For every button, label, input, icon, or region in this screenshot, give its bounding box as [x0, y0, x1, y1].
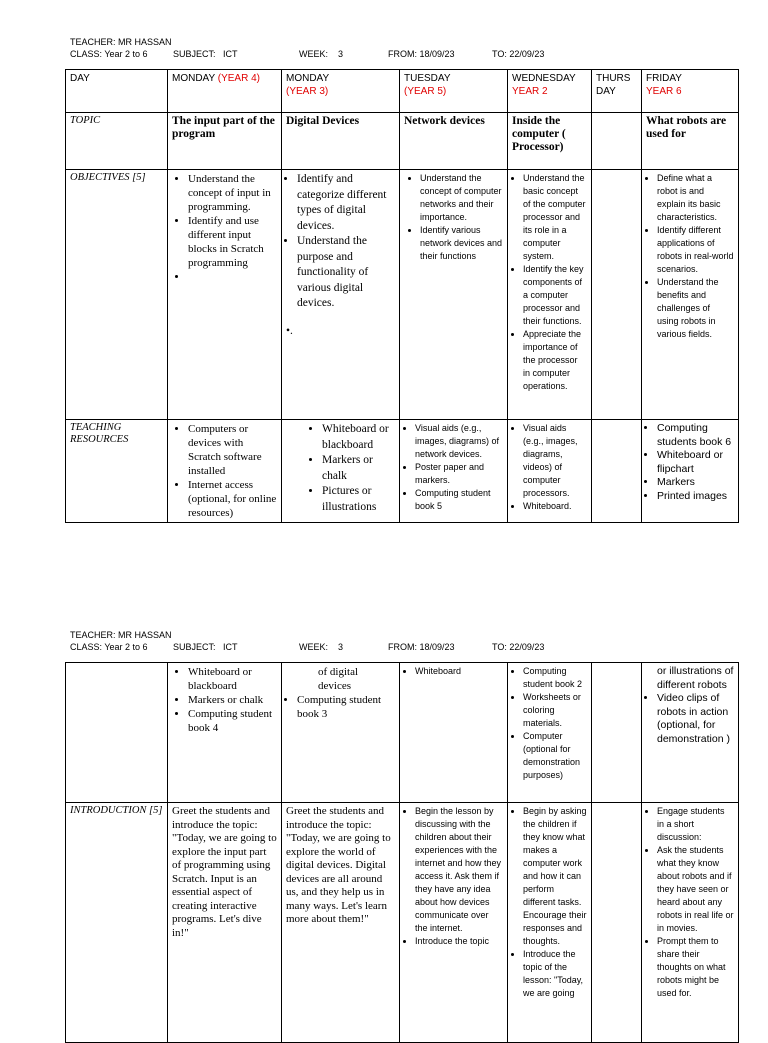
- list-item: • Whiteboard or flipchart: [657, 449, 734, 476]
- day-monday-y3: MONDAY (YEAR 3): [282, 70, 400, 113]
- list-item: • Understand the concept of computer networks and their importance.: [420, 172, 503, 224]
- subject-value: ICT: [223, 49, 238, 59]
- list-item: or illustrations of different robots: [657, 665, 734, 691]
- list-item: • Understand the basic concept of the computer processor and its role in a computer system.: [523, 172, 587, 263]
- resources-cont-fri: [642, 663, 739, 803]
- subject-value: ICT: [223, 642, 238, 652]
- day-header: DAY: [66, 70, 168, 113]
- class-label: CLASS: Year 2 to 6: [70, 49, 148, 59]
- introduction-tue: [400, 803, 508, 1043]
- list-item: • Engage students in a short discussion:: [657, 805, 734, 844]
- list-item: • Whiteboard or blackboard: [322, 422, 395, 453]
- list-item: • Appreciate the importance of the processor in computer operations.: [523, 328, 587, 393]
- from-date: FROM: 18/09/23: [388, 49, 455, 59]
- list-item: • Computers or devices with Scratch software installed: [188, 422, 277, 478]
- teacher-name: TEACHER: MR HASSAN: [70, 37, 172, 47]
- week-value: 3: [338, 642, 344, 652]
- introduction-row: [66, 803, 739, 1043]
- resources-tue: [400, 420, 508, 523]
- list-item: • Visual aids (e.g., images, diagrams, videos) of computer processors.: [523, 422, 587, 500]
- list-item: • Identify various network devices and their functions: [420, 224, 503, 263]
- list-item: • Begin the lesson by discussing with the children about their experiences with the internet and how they access it. Ask them if they have any idea about how devices communicate over the internet.: [415, 805, 503, 935]
- list-item: • Computing student book 3: [297, 693, 395, 721]
- lesson-plan-table-page1: [65, 69, 739, 523]
- intro-text: Greet the students and introduce the topic: "Today, we are going to explore the input part of programming using Scratch. Input is an essential aspect of creating interactive programs. Let's dive in!": [172, 805, 277, 939]
- list-item: • Markers or chalk: [188, 693, 277, 707]
- list-item: • Identify different applications of robots in real-world scenarios.: [657, 224, 734, 276]
- list-item: • Computing students book 6: [657, 422, 734, 449]
- list-item: • Introduce the topic: [415, 935, 503, 948]
- list-item: • Prompt them to share their thoughts on what robots might be used for.: [657, 935, 734, 1000]
- resources-cont-tue: [400, 663, 508, 803]
- list-item: • Visual aids (e.g., images, diagrams) of network devices.: [415, 422, 503, 461]
- topic-fri: What robots are used for: [642, 113, 739, 170]
- day-friday: FRIDAY YEAR 6: [642, 70, 739, 113]
- list-item: • Whiteboard or blackboard: [188, 665, 277, 693]
- row-label-objectives: OBJECTIVES [5]: [66, 170, 168, 420]
- resources-row: [66, 420, 739, 523]
- list-item: • Pictures or illustrations: [322, 484, 395, 515]
- resources-continued-row: [66, 663, 739, 803]
- topic-wed: Inside the computer ( Processor): [508, 113, 592, 170]
- objectives-row: [66, 170, 739, 420]
- resources-cont-mon4: [168, 663, 282, 803]
- subject-label: SUBJECT:: [173, 642, 216, 652]
- list-item: • Identify and use different input blocks in Scratch programming: [188, 214, 277, 270]
- list-item: of digital devices: [318, 666, 359, 692]
- week-value: 3: [338, 49, 344, 59]
- list-item: • Understand the purpose and functionality of various digital devices.: [297, 234, 395, 312]
- row-label-topic: TOPIC: [66, 113, 168, 170]
- list-item: • Understand the concept of input in programming.: [188, 172, 277, 214]
- list-item: • Ask the students what they know about robots and if they have seen or heard about any robots in real life or in movies.: [657, 844, 734, 935]
- list-item: • Printed images: [657, 490, 734, 504]
- topic-mon3: Digital Devices: [282, 113, 400, 170]
- objectives-wed: [508, 170, 592, 420]
- week-label: WEEK:: [299, 49, 329, 59]
- list-item: • Introduce the topic of the lesson: "Today, we are going: [523, 948, 587, 1000]
- introduction-wed: [508, 803, 592, 1043]
- resources-cont-mon3: [282, 663, 400, 803]
- list-item: • Define what a robot is and explain its basic characteristics.: [657, 172, 734, 224]
- list-item: [188, 270, 277, 284]
- topic-tue: Network devices: [400, 113, 508, 170]
- objectives-tue: [400, 170, 508, 420]
- day-monday-y4: MONDAY (YEAR 4): [168, 70, 282, 113]
- lesson-plan-table-page2: [65, 662, 739, 1043]
- list-item: • Markers: [657, 476, 734, 490]
- list-item: • Understand the benefits and challenges of using robots in various fields.: [657, 276, 734, 341]
- introduction-thu: [592, 803, 642, 1043]
- resources-cont-wed: [508, 663, 592, 803]
- resources-thu: [592, 420, 642, 523]
- topic-row: [66, 113, 739, 170]
- intro-text: Greet the students and introduce the topic: "Today, we are going to explore the world of digital devices. Digital devices are all around us, and they help us in many ways. Let's learn more about them!": [286, 805, 391, 925]
- list-item: • Computing student book 5: [415, 487, 503, 513]
- list-item: • Whiteboard: [415, 665, 503, 678]
- list-item: • Identify and categorize different types of digital devices.: [297, 172, 395, 234]
- introduction-mon3: [282, 803, 400, 1043]
- list-item: • Markers or chalk: [322, 453, 395, 484]
- list-item: • Whiteboard.: [523, 500, 587, 513]
- from-date: FROM: 18/09/23: [388, 642, 455, 652]
- to-date: TO: 22/09/23: [492, 642, 545, 652]
- list-item: • Computing student book 4: [188, 707, 277, 735]
- page1-header: [70, 36, 670, 62]
- week-label: WEEK:: [299, 642, 329, 652]
- list-item: • Worksheets or coloring materials.: [523, 691, 587, 730]
- list-item: • Video clips of robots in action (optional, for demonstration ): [657, 692, 734, 746]
- row-label-introduction: INTRODUCTION [5]: [66, 803, 168, 1043]
- introduction-mon4: [168, 803, 282, 1043]
- introduction-fri: [642, 803, 739, 1043]
- list-item: • Poster paper and markers.: [415, 461, 503, 487]
- row-label-resources: TEACHING RESOURCES: [66, 420, 168, 523]
- objectives-fri: [642, 170, 739, 420]
- list-item: • Computer (optional for demonstration purposes): [523, 730, 587, 782]
- resources-fri: [642, 420, 739, 523]
- page2-header: [70, 629, 670, 655]
- resources-mon3: [282, 420, 400, 523]
- list-item: • Computing student book 2: [523, 665, 587, 691]
- subject-label: SUBJECT:: [173, 49, 216, 59]
- resources-mon4: [168, 420, 282, 523]
- day-wednesday: WEDNESDAY YEAR 2: [508, 70, 592, 113]
- list-item: • Begin by asking the children if they know what makes a computer work and how it can perform different tasks. Encourage their responses and thoughts.: [523, 805, 587, 948]
- to-date: TO: 22/09/23: [492, 49, 545, 59]
- day-row: [66, 70, 739, 113]
- day-tuesday: TUESDAY (YEAR 5): [400, 70, 508, 113]
- teacher-name: TEACHER: MR HASSAN: [70, 630, 172, 640]
- topic-thu: [592, 113, 642, 170]
- class-label: CLASS: Year 2 to 6: [70, 642, 148, 652]
- list-item: • Internet access (optional, for online resources): [188, 478, 277, 520]
- list-item: • Identify the key components of a computer processor and their functions.: [523, 263, 587, 328]
- resources-cont-thu: [592, 663, 642, 803]
- objectives-mon4: [168, 170, 282, 420]
- resources-wed: [508, 420, 592, 523]
- topic-mon4: The input part of the program: [168, 113, 282, 170]
- objectives-mon3: [282, 170, 400, 420]
- list-item: •.: [286, 324, 293, 337]
- day-thursday: THURS DAY: [592, 70, 642, 113]
- objectives-thu: [592, 170, 642, 420]
- row-label-empty: [66, 663, 168, 803]
